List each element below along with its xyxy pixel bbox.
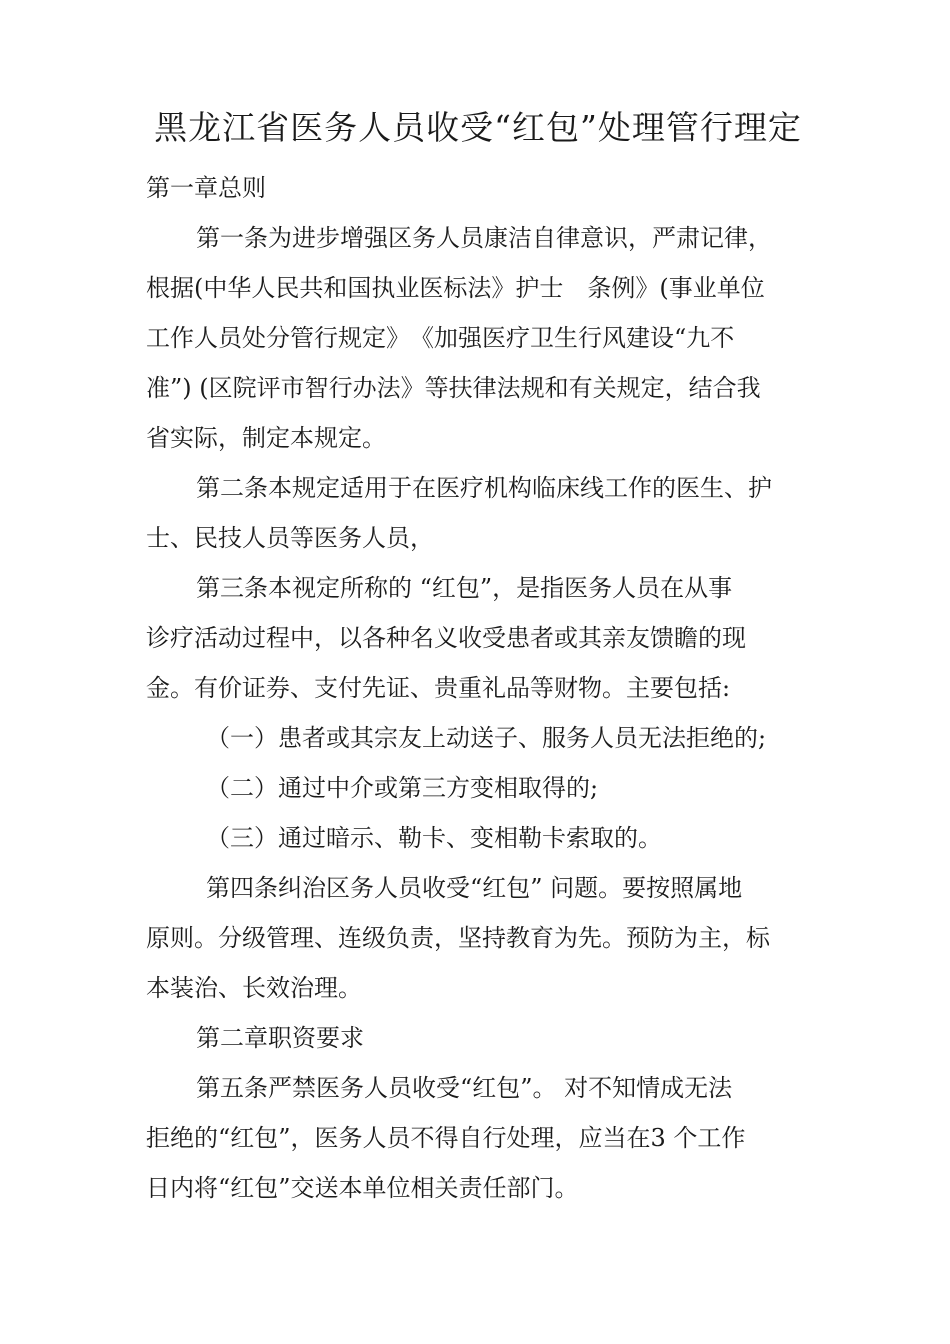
chapter-heading: 第一章总则 xyxy=(146,174,266,202)
paragraph-line: 日内将“红包”交送本单位相关责任部门。 xyxy=(146,1174,579,1202)
chapter-heading: 第二章职资要求 xyxy=(196,1024,364,1052)
paragraph-line: 第三条本视定所称的 “红包”，是指医务人员在从事 xyxy=(196,574,733,602)
paragraph-line: 原则。分级管理、连级负责，坚持教育为先。预防为主，标 xyxy=(146,924,770,952)
paragraph-line: 省实际，制定本规定。 xyxy=(146,424,386,452)
paragraph-line: 根据(中华人民共和国执业医标法》护士 条例》(事业单位 xyxy=(146,274,765,302)
paragraph-line: 拒绝的“红包”，医务人员不得自行处理，应当在3 个工作 xyxy=(146,1124,746,1152)
document-title: 黑龙江省医务人员收受“红包”处理管行理定 xyxy=(154,108,802,147)
paragraph-line: 金。有价证券、支付先证、贵重礼品等财物。主要包括: xyxy=(146,674,731,702)
paragraph-line: 第二条本规定适用于在医疗机构临床线工作的医生、护 xyxy=(196,474,772,502)
paragraph-line: 士、民技人员等医务人员， xyxy=(146,524,434,552)
paragraph-line: 准”) (区院评市智行办法》等扶律法规和有关规定，结合我 xyxy=(146,374,761,402)
paragraph-line: 第四条纠治区务人员收受“红包” 问题。要按照属地 xyxy=(206,874,743,902)
list-item: （一）患者或其宗友上动送子、服务人员无法拒绝的; xyxy=(206,724,767,752)
list-item: （二）通过中介或第三方变相取得的; xyxy=(206,774,599,802)
paragraph-line: 本装治、长效治理。 xyxy=(146,974,362,1002)
paragraph-line: 第一条为进步增强区务人员康洁自律意识，严肃记律， xyxy=(196,224,772,252)
list-item: （三）通过暗示、勒卡、变相勒卡索取的。 xyxy=(206,824,662,852)
paragraph-line: 工作人员处分管行规定》 《加强医疗卫生行风建设“九不 xyxy=(146,324,735,352)
document-body xyxy=(146,163,808,1213)
paragraph-line: 第五条严禁医务人员收受“红包”。 对不知情成无法 xyxy=(196,1074,733,1102)
paragraph-line: 诊疗活动过程中，以各种名义收受患者或其亲友馈瞻的现 xyxy=(146,624,746,652)
